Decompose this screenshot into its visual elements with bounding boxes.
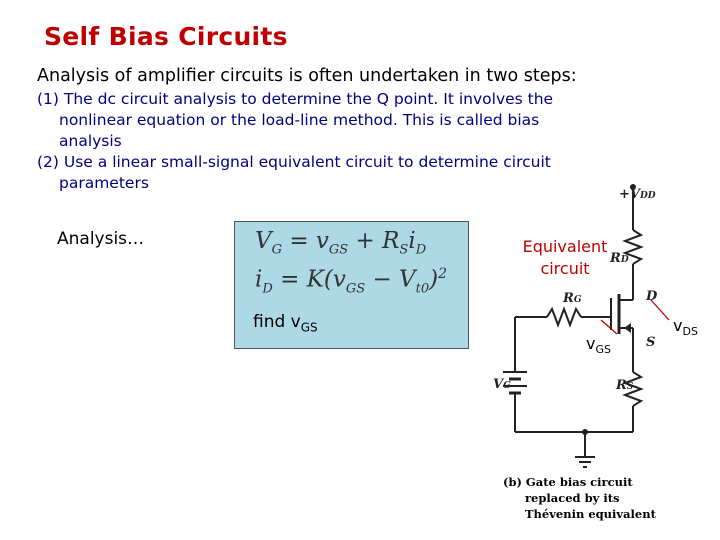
source-label: S (646, 335, 656, 350)
vdd-label: +VDD (619, 187, 656, 202)
equation-id: $i_D = K(v_{GS} - V_{t0})^2$ (255, 266, 448, 297)
find-vgs-text: find $v_{GS}$ (253, 312, 318, 335)
intro-text: Analysis of amplifier circuits is often undertaken in two steps: (37, 66, 577, 86)
page-title: Self Bias Circuits (44, 22, 288, 51)
rd-label: RD (610, 251, 629, 266)
caption-line-3: Thévenin equivalent (525, 507, 656, 521)
vg-label: VG (493, 377, 511, 392)
vgs-label: $v_{GS}$ (586, 334, 611, 357)
step-1-line-3: analysis (59, 132, 122, 150)
step-2-line-1: (2) Use a linear small-signal equivalent circuit to determine circuit (37, 153, 551, 171)
caption-line-1: (b) Gate bias circuit (503, 475, 633, 489)
equation-box (234, 221, 469, 349)
caption-line-2: replaced by its (525, 491, 620, 505)
equivalent-circuit-label (520, 236, 610, 280)
equivalent-line-1: Equivalent (522, 237, 608, 256)
equation-vg: $V_G = v_{GS} + R_Si_D$ (255, 228, 427, 258)
analysis-label: Analysis… (57, 229, 145, 249)
drain-label: D (646, 289, 658, 304)
rg-label: RG (563, 291, 582, 306)
rs-label: RS (616, 378, 634, 393)
figure-caption (503, 474, 656, 522)
step-1-line-1: (1) The dc circuit analysis to determine the Q point. It involves the (37, 90, 554, 108)
step-2-line-2: parameters (59, 174, 149, 192)
equivalent-line-2: circuit (540, 259, 590, 278)
step-1-line-2: nonlinear equation or the load-line method. This is called bias (59, 111, 540, 129)
vds-label: $v_{DS}$ (673, 316, 698, 339)
step-1 (37, 89, 637, 152)
